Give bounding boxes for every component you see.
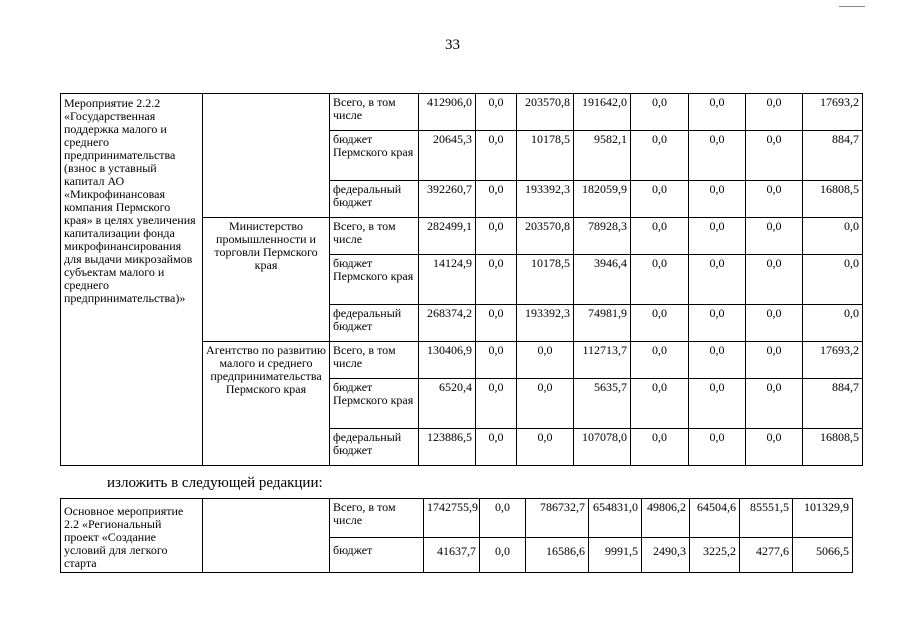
value-cell: 0,0 — [476, 218, 517, 255]
table-row — [61, 499, 853, 538]
value-cell: 0,0 — [746, 342, 803, 379]
value-cell: 0,0 — [689, 255, 746, 305]
value-cell: 0,0 — [476, 305, 517, 342]
value-cell: 0,0 — [746, 94, 803, 131]
value-cell: 1742755,9 — [424, 499, 480, 538]
value-cell: 20645,3 — [419, 131, 476, 181]
value-cell: 0,0 — [631, 255, 689, 305]
value-cell: 0,0 — [746, 379, 803, 429]
value-cell: 884,7 — [803, 379, 863, 429]
page-number: 33 — [445, 37, 460, 53]
value-cell: 0,0 — [631, 94, 689, 131]
value-cell: 0,0 — [631, 181, 689, 218]
value-cell: 2490,3 — [642, 537, 690, 572]
value-cell: 0,0 — [746, 255, 803, 305]
value-cell: 203570,8 — [517, 218, 574, 255]
table-row — [61, 94, 863, 131]
value-cell: 282499,1 — [419, 218, 476, 255]
value-cell: 884,7 — [803, 131, 863, 181]
value-cell: 0,0 — [631, 429, 689, 466]
value-cell: 3225,2 — [690, 537, 740, 572]
source-cell: федеральный бюджет — [330, 305, 419, 342]
value-cell: 0,0 — [476, 342, 517, 379]
value-cell: 5635,7 — [574, 379, 631, 429]
caption-new-edition: изложить в следующей редакции: — [107, 475, 323, 491]
value-cell: 17693,2 — [803, 94, 863, 131]
value-cell: 85551,5 — [740, 499, 793, 538]
value-cell: 17693,2 — [803, 342, 863, 379]
value-cell: 0,0 — [480, 499, 526, 538]
source-cell: Всего, в том числе — [330, 218, 419, 255]
executor-cell: Агентство по развитию малого и среднего предпринимательства Пермского края — [203, 342, 330, 466]
source-cell: федеральный бюджет — [330, 429, 419, 466]
source-cell: Всего, в том числе — [330, 499, 424, 538]
value-cell: 0,0 — [476, 94, 517, 131]
value-cell: 16808,5 — [803, 181, 863, 218]
budget-table-old — [60, 93, 863, 466]
value-cell: 9991,5 — [589, 537, 642, 572]
value-cell: 101329,9 — [793, 499, 853, 538]
value-cell: 0,0 — [689, 342, 746, 379]
value-cell: 107078,0 — [574, 429, 631, 466]
source-cell: Всего, в том числе — [330, 342, 419, 379]
value-cell: 0,0 — [689, 131, 746, 181]
value-cell: 0,0 — [746, 131, 803, 181]
value-cell: 392260,7 — [419, 181, 476, 218]
value-cell: 78928,3 — [574, 218, 631, 255]
value-cell: 0,0 — [689, 94, 746, 131]
value-cell: 112713,7 — [574, 342, 631, 379]
value-cell: 16586,6 — [526, 537, 589, 572]
value-cell: 268374,2 — [419, 305, 476, 342]
scan-edge-mark — [839, 0, 865, 7]
value-cell: 0,0 — [517, 429, 574, 466]
value-cell: 74981,9 — [574, 305, 631, 342]
value-cell: 412906,0 — [419, 94, 476, 131]
value-cell: 0,0 — [689, 181, 746, 218]
value-cell: 191642,0 — [574, 94, 631, 131]
budget-table-new — [60, 498, 853, 573]
value-cell: 193392,3 — [517, 305, 574, 342]
executor-cell: Министерство промышленности и торговли Пермского края — [203, 218, 330, 342]
executor-cell — [203, 499, 330, 573]
source-cell: бюджет Пермского края — [330, 131, 419, 181]
value-cell: 0,0 — [689, 218, 746, 255]
value-cell: 193392,3 — [517, 181, 574, 218]
source-cell: федеральный бюджет — [330, 181, 419, 218]
value-cell: 14124,9 — [419, 255, 476, 305]
source-cell: бюджет Пермского края — [330, 255, 419, 305]
value-cell: 16808,5 — [803, 429, 863, 466]
value-cell: 64504,6 — [690, 499, 740, 538]
value-cell: 5066,5 — [793, 537, 853, 572]
value-cell: 9582,1 — [574, 131, 631, 181]
value-cell: 10178,5 — [517, 131, 574, 181]
value-cell: 0,0 — [631, 305, 689, 342]
value-cell: 130406,9 — [419, 342, 476, 379]
value-cell: 4277,6 — [740, 537, 793, 572]
value-cell: 0,0 — [631, 379, 689, 429]
source-cell: бюджет Пермского края — [330, 379, 419, 429]
value-cell: 0,0 — [746, 305, 803, 342]
source-cell: бюджет — [330, 537, 424, 572]
value-cell: 0,0 — [746, 181, 803, 218]
value-cell: 0,0 — [631, 131, 689, 181]
value-cell: 0,0 — [476, 379, 517, 429]
value-cell: 0,0 — [803, 305, 863, 342]
value-cell: 203570,8 — [517, 94, 574, 131]
value-cell: 0,0 — [517, 342, 574, 379]
value-cell: 41637,7 — [424, 537, 480, 572]
value-cell: 0,0 — [480, 537, 526, 572]
value-cell: 654831,0 — [589, 499, 642, 538]
value-cell: 10178,5 — [517, 255, 574, 305]
value-cell: 0,0 — [689, 379, 746, 429]
value-cell: 6520,4 — [419, 379, 476, 429]
value-cell: 0,0 — [476, 181, 517, 218]
measure-cell: Мероприятие 2.2.2 «Государственная поддержка малого и среднего предпринимательства (взнос в уставный капитал АО «Микрофинансовая компания Пермского края» в целях увеличения капитализации фонда микрофинансирования для выдачи микрозаймов субъектам малого и среднего предпринимательства)» — [61, 94, 203, 466]
executor-cell — [203, 94, 330, 218]
value-cell: 0,0 — [476, 429, 517, 466]
value-cell: 182059,9 — [574, 181, 631, 218]
measure-cell: Основное мероприятие 2.2 «Региональный проект «Создание условий для легкого старта — [61, 499, 203, 573]
value-cell: 0,0 — [476, 131, 517, 181]
value-cell: 0,0 — [631, 218, 689, 255]
value-cell: 3946,4 — [574, 255, 631, 305]
source-cell: Всего, в том числе — [330, 94, 419, 131]
value-cell: 0,0 — [631, 342, 689, 379]
value-cell: 0,0 — [689, 305, 746, 342]
value-cell: 0,0 — [476, 255, 517, 305]
value-cell: 0,0 — [517, 379, 574, 429]
value-cell: 123886,5 — [419, 429, 476, 466]
value-cell: 786732,7 — [526, 499, 589, 538]
budget-table-old-body — [61, 94, 863, 466]
value-cell: 0,0 — [746, 429, 803, 466]
value-cell: 49806,2 — [642, 499, 690, 538]
value-cell: 0,0 — [803, 255, 863, 305]
value-cell: 0,0 — [689, 429, 746, 466]
value-cell: 0,0 — [746, 218, 803, 255]
value-cell: 0,0 — [803, 218, 863, 255]
